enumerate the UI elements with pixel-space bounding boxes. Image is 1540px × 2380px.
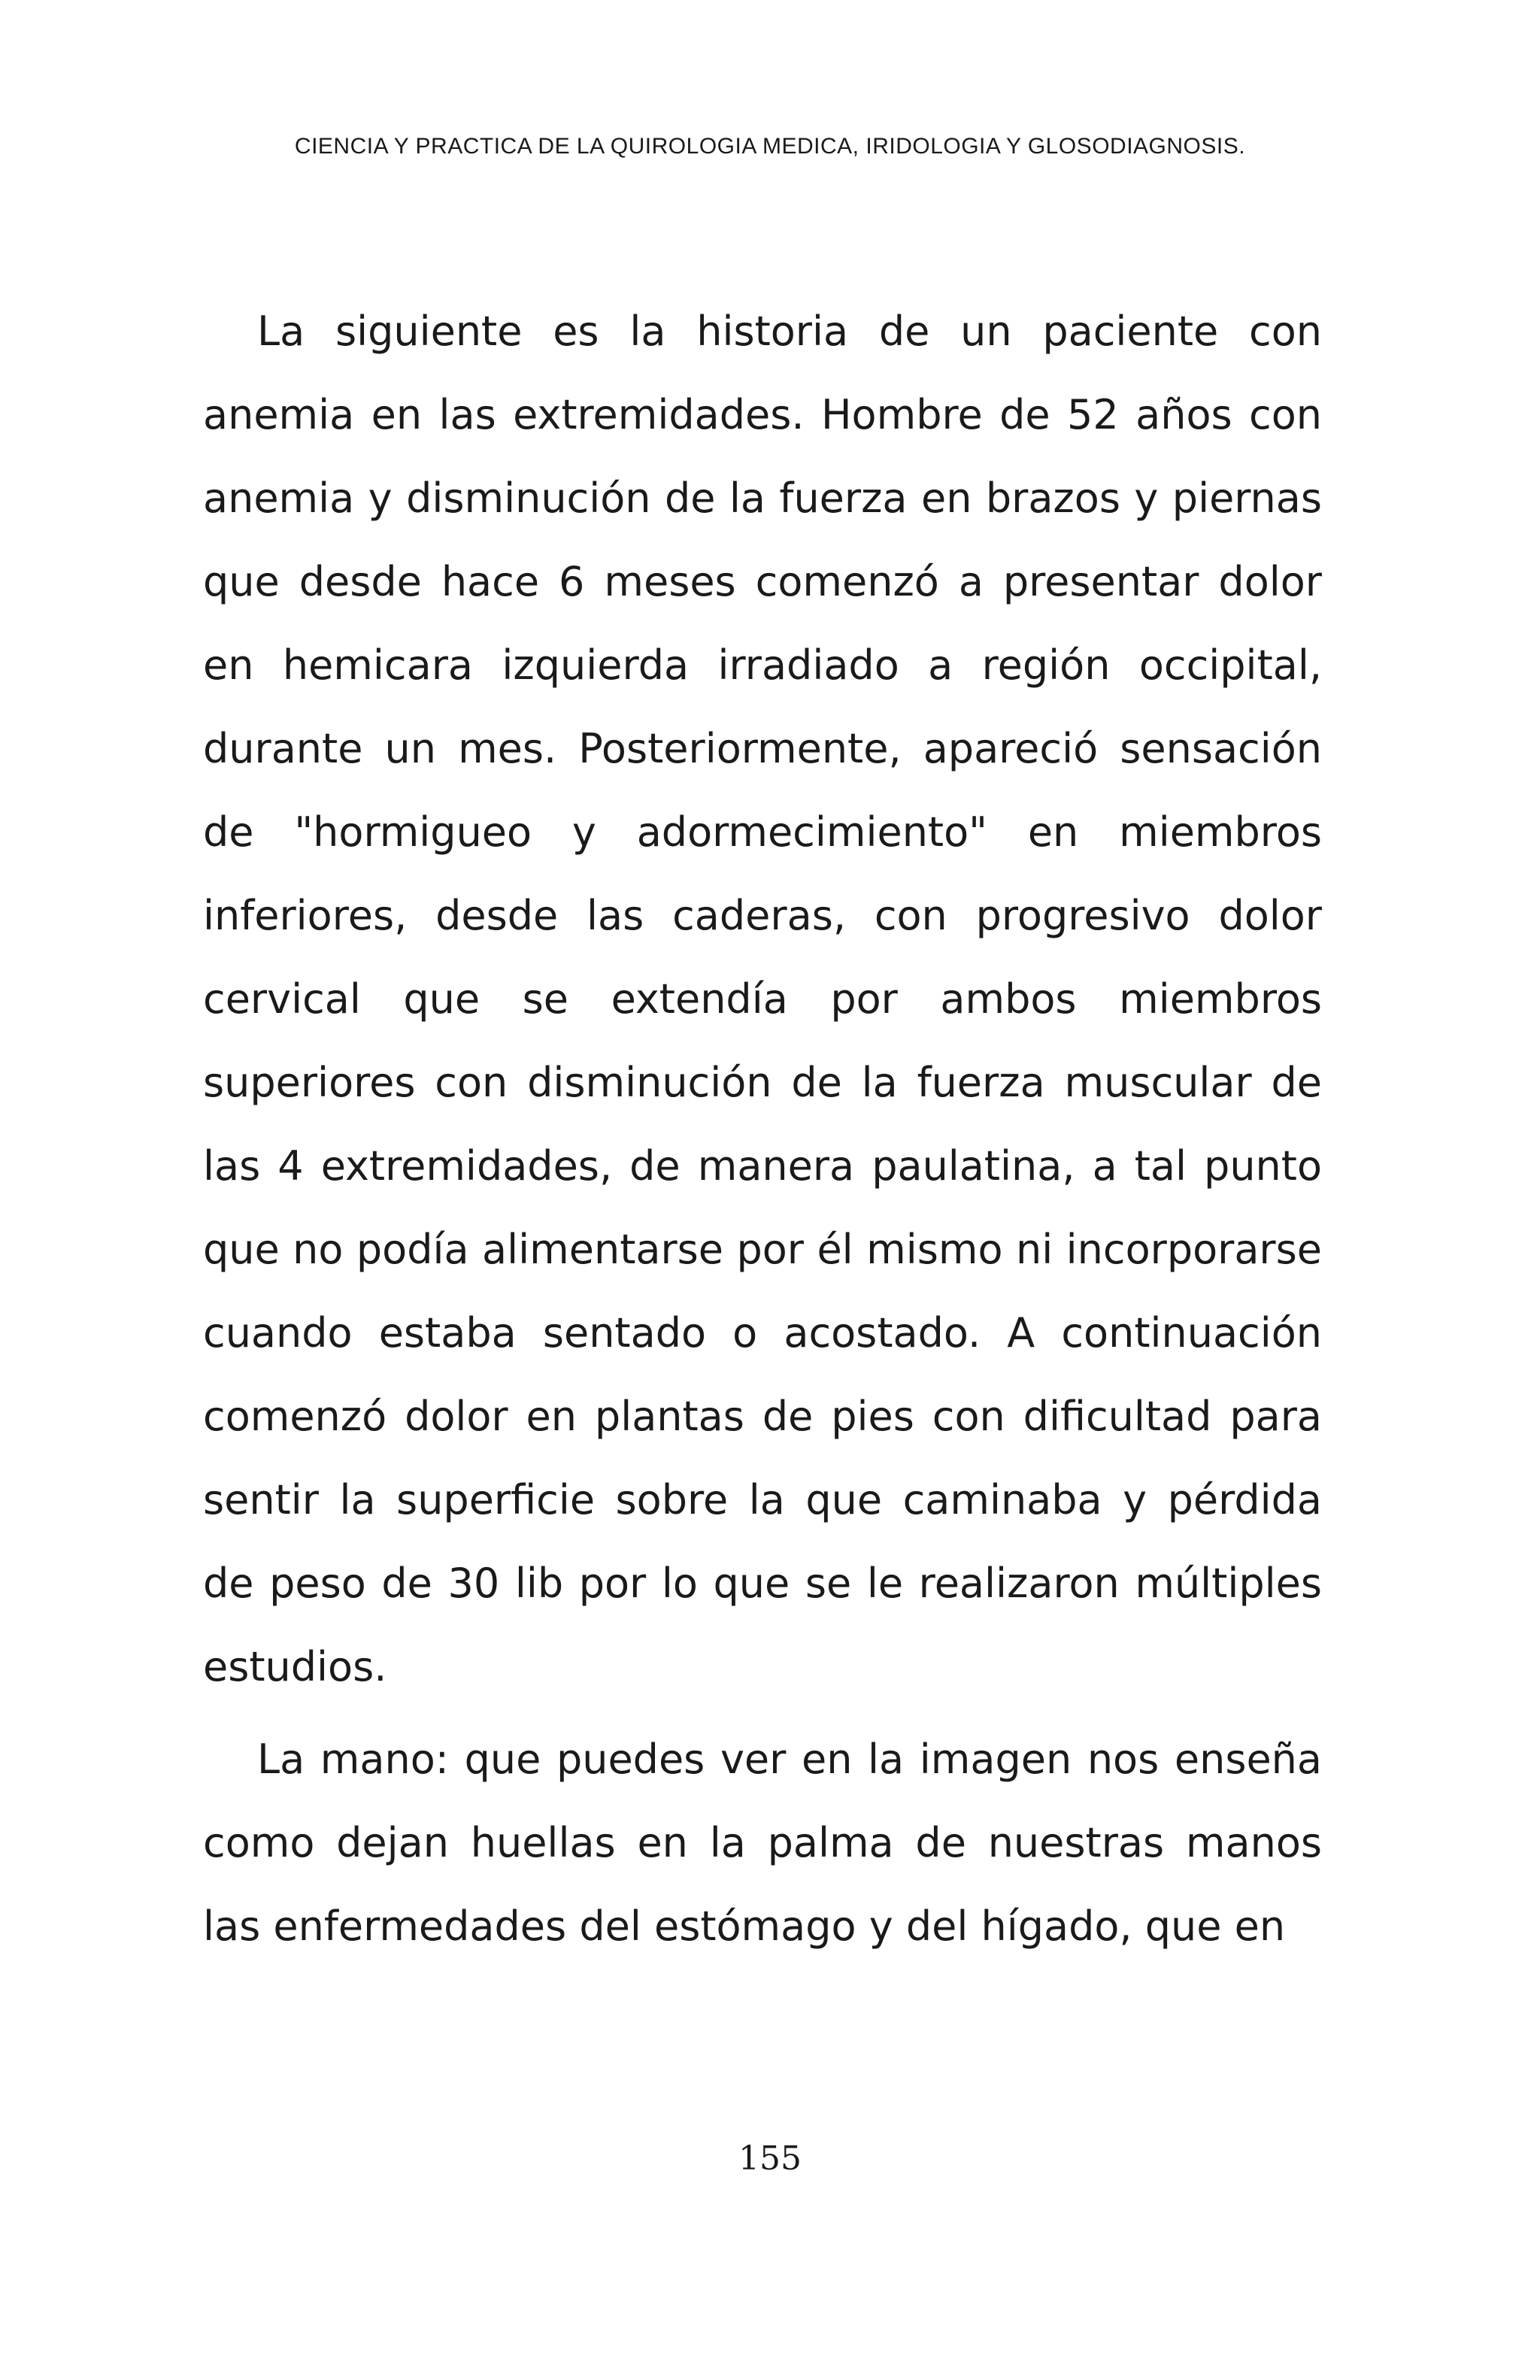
body-text (203, 290, 1322, 1968)
paragraph-patient-history: La siguiente es la historia de un paciente con anemia en las extremidades. Hombre de 52 años con anemia y disminución de la fuerza en brazos y piernas que desde hace 6 meses comenzó a presentar dolor en hemicara izquierda irradiado a región occipital, durante un mes. Posteriormente, apareció sensación de "hormigueo y adormecimiento" en miembros inferiores, desde las caderas, con progresivo dolor cervical que se extendía por ambos miembros superiores con disminución de la fuerza muscular de las 4 extremidades, de manera paulatina, a tal punto que no podía alimentarse por él mismo ni incorporarse cuando estaba sentado o acostado. A continuación comenzó dolor en plantas de pies con dificultad para sentir la superficie sobre la que caminaba y pérdida de peso de 30 lib por lo que se le realizaron múltiples estudios. (203, 308, 1322, 1690)
paragraph-hand-image: La mano: que puedes ver en la imagen nos enseña como dejan huellas en la palma de nuestras manos las enfermedades del estómago y del hígado, que en (203, 1736, 1322, 1950)
page-number: 155 (738, 2139, 802, 2178)
running-header: CIENCIA Y PRACTICA DE LA QUIROLOGIA MEDICA, IRIDOLOGIA Y GLOSODIAGNOSIS. (294, 134, 1246, 159)
